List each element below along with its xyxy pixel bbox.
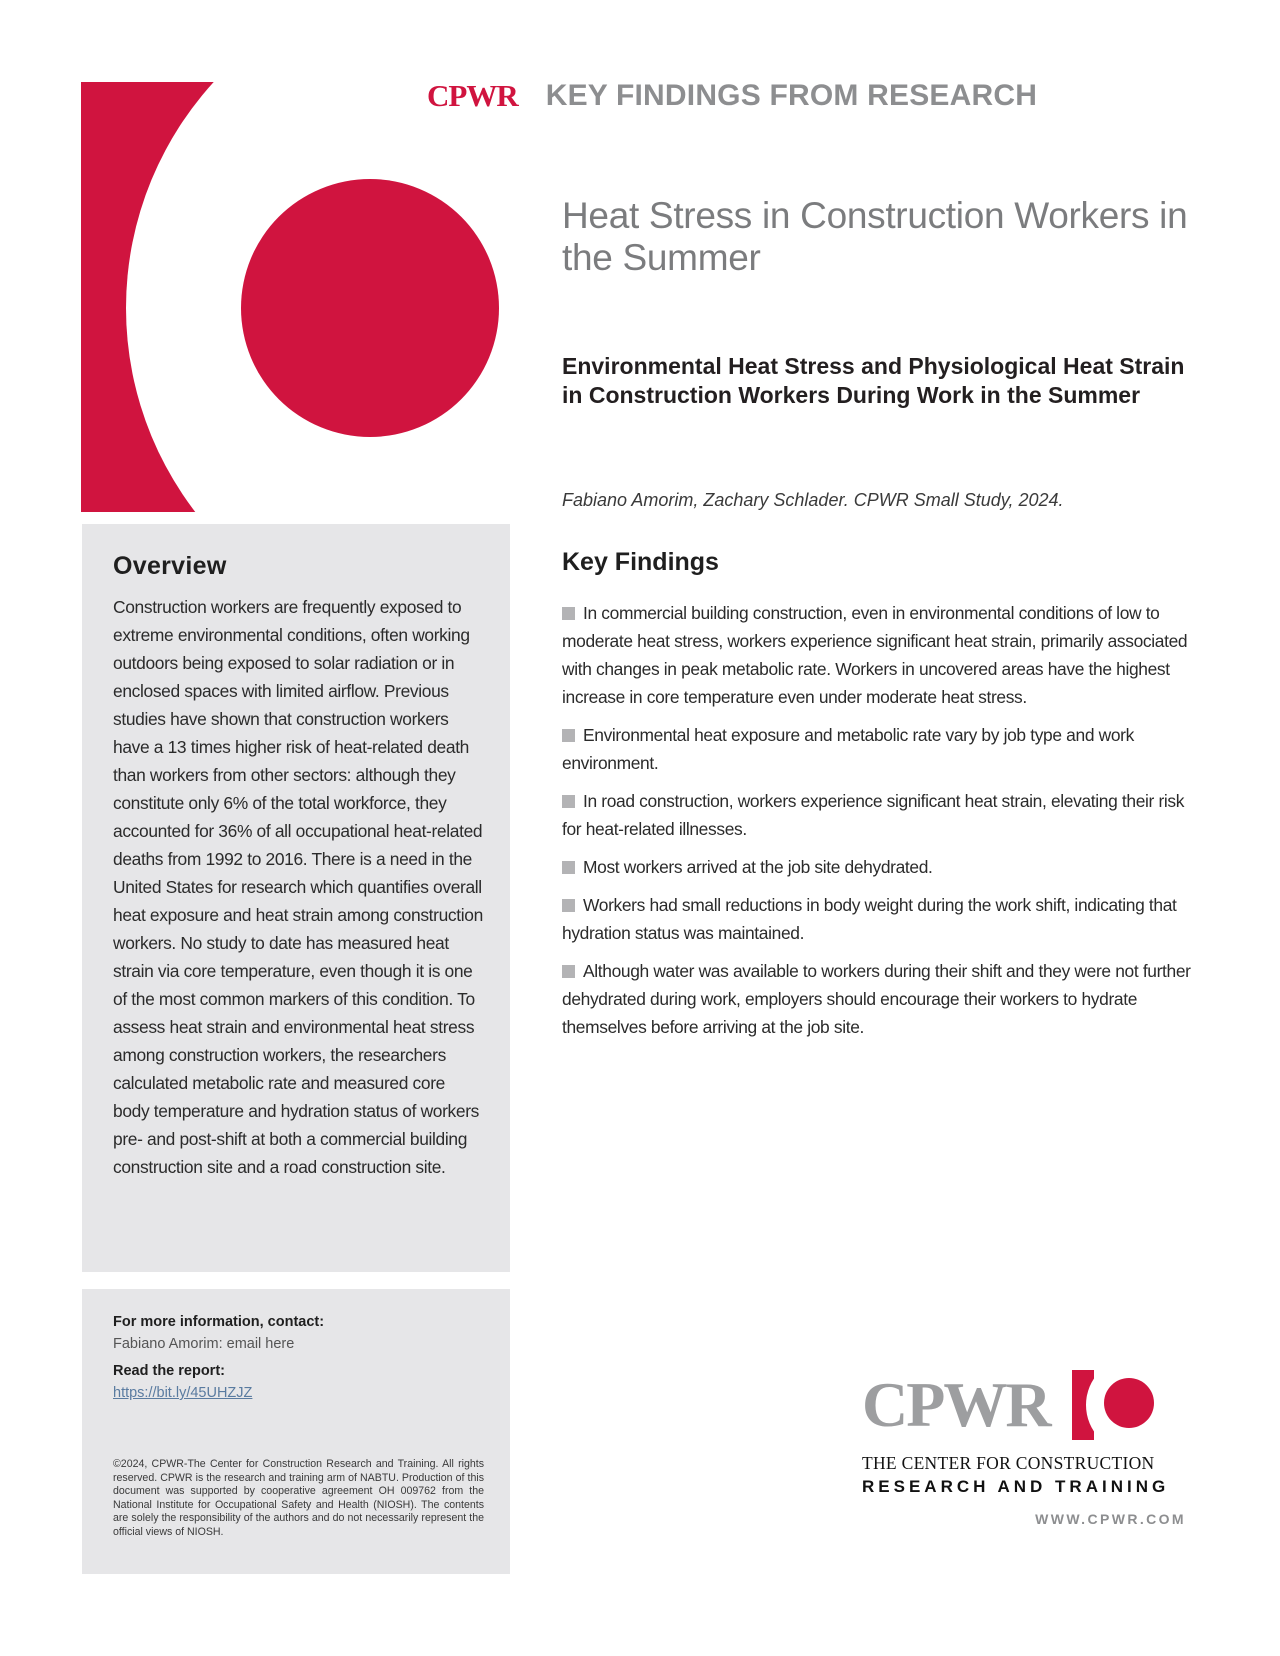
report-label: Read the report:: [113, 1363, 225, 1379]
logo-row: [862, 1369, 1192, 1440]
square-bullet-icon: [562, 861, 575, 874]
study-title: Environmental Heat Stress and Physiological Heat Strain in Construction Workers During Work in the Summer: [562, 353, 1185, 408]
finding-item: Workers had small reductions in body weight during the work shift, indicating that hydration status was maintained.: [562, 895, 1177, 943]
series-title: KEY FINDINGS FROM RESEARCH: [545, 79, 1038, 112]
report-link[interactable]: https://bit.ly/45UHZJZ: [113, 1385, 253, 1401]
square-bullet-icon: [562, 965, 575, 978]
cpwr-mark-icon: [81, 82, 509, 512]
tagline-line-1: THE CENTER FOR CONSTRUCTION: [862, 1453, 1155, 1473]
masthead: [427, 76, 1037, 116]
contact-value: Fabiano Amorim: email here: [113, 1336, 295, 1352]
finding-item: Environmental heat exposure and metabolic rate vary by job type and work environment.: [562, 725, 1134, 773]
square-bullet-icon: [562, 795, 575, 808]
footer-logo: [862, 1369, 1192, 1527]
square-bullet-icon: [562, 899, 575, 912]
key-findings-section: [562, 548, 1202, 1051]
square-bullet-icon: [562, 607, 575, 620]
website-url: WWW.CPWR.COM: [1035, 1511, 1186, 1527]
overview-body: Construction workers are frequently exposed to extreme environmental conditions, often working outdoors being exposed to solar radiation or in enclosed spaces with limited airflow. Previous studies have shown that construction workers have a 13 times higher risk of heat-related death than workers from other sectors: although they constitute only 6% of the total workforce, they accounted for 36% of all occupational heat-related deaths from 1992 to 2016. There is a need in the United States for research which quantifies overall heat exposure and heat strain among construction workers. No study to date has measured heat strain via core temperature, even though it is one of the most common markers of this condition. To assess heat strain and environmental heat stress among construction workers, the researchers calculated metabolic rate and measured core body temperature and hydration status of workers pre- and post-shift at both a commercial building construction site and a road construction site.: [113, 597, 483, 1177]
finding-item: Although water was available to workers during their shift and they were not further dehydrated during work, employers should encourage their workers to hydrate themselves before arriving at the job site.: [562, 961, 1191, 1037]
copyright-notice: ©2024, CPWR-The Center for Construction Research and Training. All rights reserved. CPWR is the research and training arm of NABTU. Production of this document was supported by cooperative agreement OH 009762 from the National Institute for Occupational Safety and Health (NIOSH). The contents are solely the responsibility of the authors and do not necessarily represent the official views of NIOSH.: [113, 1458, 484, 1538]
cpwr-mark-icon: [1072, 1370, 1156, 1440]
hero-logo-graphic: [81, 82, 509, 512]
contact-label: For more information, contact:: [113, 1314, 325, 1330]
overview-heading: Overview: [113, 552, 227, 580]
tagline-line-2: RESEARCH AND TRAINING: [862, 1477, 1170, 1496]
square-bullet-icon: [562, 729, 575, 742]
document-title: Heat Stress in Construction Workers in the Summer: [562, 195, 1188, 278]
key-findings-heading: Key Findings: [562, 548, 719, 576]
citation: Fabiano Amorim, Zachary Schlader. CPWR Small Study, 2024.: [562, 490, 1064, 510]
footer-wordmark: CPWR: [862, 1369, 1050, 1440]
brand-wordmark: CPWR: [427, 78, 518, 113]
finding-item: In commercial building construction, even in environmental conditions of low to moderate heat stress, workers experience significant heat strain, primarily associated with changes in peak metabolic rate. Workers in uncovered areas have the highest increase in core temperature even under moderate heat stress.: [562, 603, 1188, 707]
overview-panel: [82, 524, 510, 1272]
finding-item: Most workers arrived at the job site dehydrated.: [562, 853, 1202, 881]
contact-panel: [82, 1289, 510, 1574]
finding-item: In road construction, workers experience significant heat strain, elevating their risk for heat-related illnesses.: [562, 791, 1185, 839]
